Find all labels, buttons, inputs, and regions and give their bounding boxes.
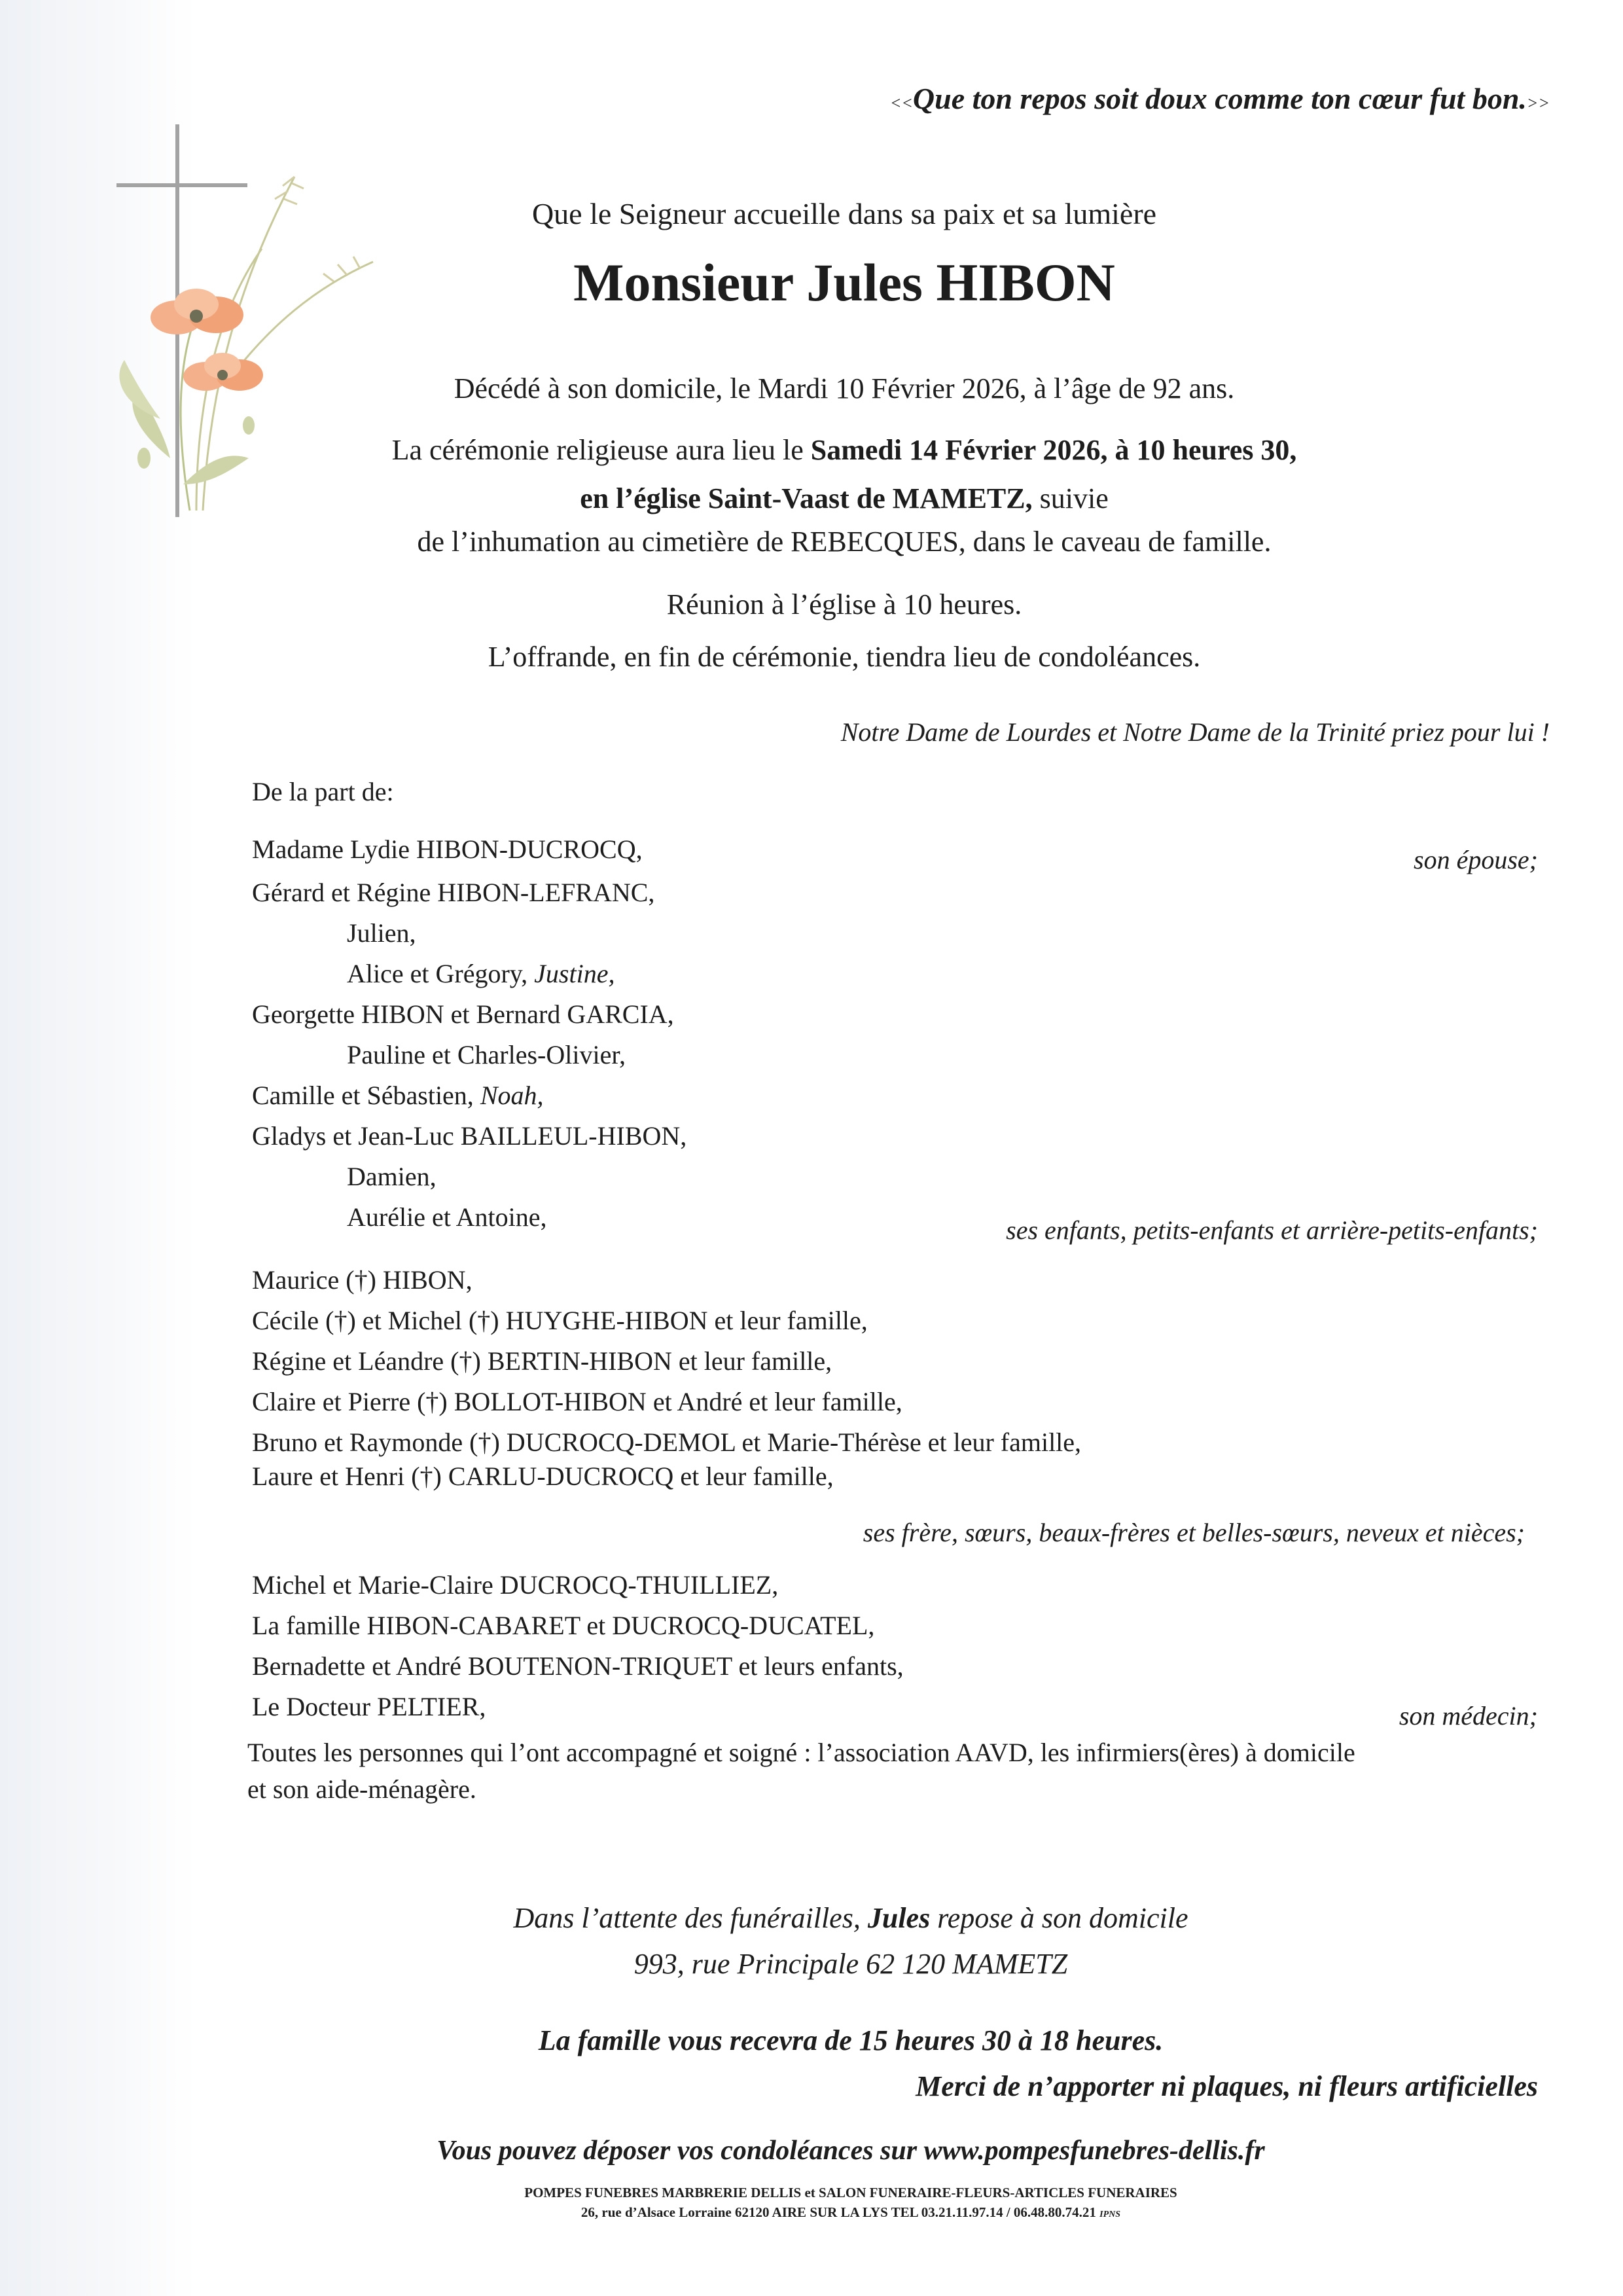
- ceremony-prefix: La cérémonie religieuse aura lieu le: [391, 434, 811, 466]
- funeral-home-address-text: 26, rue d’Alsace Lorraine 62120 AIRE SUR LA LYS TEL 03.21.11.97.14 / 06.48.80.74.21: [580, 2204, 1096, 2220]
- family-line-text: Pauline et Charles-Olivier,: [347, 1040, 626, 1069]
- family-line: [347, 1161, 437, 1192]
- other-line: Le Docteur PELTIER,: [252, 1692, 486, 1721]
- church-name: en l’église Saint-Vaast de MAMETZ,: [580, 482, 1033, 514]
- vigil-line: [0, 1901, 1623, 1935]
- sibling-line: Régine et Léandre (†) BERTIN-HIBON et leur famille,: [252, 1346, 832, 1376]
- death-line: Décédé à son domicile, le Mardi 10 Février 2026, à l’âge de 92 ans.: [454, 372, 1235, 404]
- other-line: Michel et Marie-Claire DUCROCQ-THUILLIEZ,: [252, 1570, 779, 1600]
- sibling-line: Bruno et Raymonde (†) DUCROCQ-DEMOL et Marie-Thérèse et leur famille,: [252, 1427, 1082, 1457]
- epigraph: [890, 81, 1550, 116]
- caregivers-line: et son aide-ménagère.: [247, 1774, 476, 1804]
- siblings-relation: ses frère, sœurs, beaux-frères et belles-sœurs, neveux et nièces;: [863, 1518, 1525, 1547]
- family-line: [252, 877, 654, 908]
- funeral-home-code: IPNS: [1099, 2210, 1121, 2219]
- family-line: [252, 1080, 544, 1111]
- offering-line: L’offrande, en fin de cérémonie, tiendra lieu de condoléances.: [488, 641, 1201, 673]
- family-line-extra: Justine,: [534, 959, 615, 988]
- ceremony-date: Samedi 14 Février 2026, à 10 heures 30,: [810, 434, 1297, 466]
- epigraph-close-quote: >>: [1526, 94, 1550, 113]
- reception-hours: La famille vous recevra de 15 heures 30 à 18 heures.: [538, 2024, 1164, 2056]
- funeral-home-name: POMPES FUNEBRES MARBRERIE DELLIS et SALON FUNERAIRE-FLEURS-ARTICLES FUNERAIRES: [524, 2185, 1177, 2200]
- church-suffix: suivie: [1032, 482, 1109, 514]
- family-line: [347, 1039, 626, 1070]
- epigraph-text: Que ton repos soit doux comme ton cœur fut bon.: [912, 82, 1527, 115]
- family-line: [347, 918, 416, 948]
- flower-request: Merci de n’apporter ni plaques, ni fleurs artificielles: [916, 2070, 1538, 2102]
- meeting-line: Réunion à l’église à 10 heures.: [666, 588, 1022, 620]
- family-line: [347, 1202, 546, 1232]
- sibling-line: Claire et Pierre (†) BOLLOT-HIBON et André et leur famille,: [252, 1387, 902, 1416]
- home-address: 993, rue Principale 62 120 MAMETZ: [633, 1948, 1068, 1980]
- family-line-text: Camille et Sébastien,: [252, 1081, 480, 1110]
- funeral-home-address: [0, 2204, 1623, 2221]
- vigil-prefix: Dans l’attente des funérailles,: [513, 1902, 868, 1934]
- vigil-name: Jules: [867, 1902, 931, 1934]
- family-line: [252, 1121, 687, 1151]
- church-line: [0, 482, 1623, 515]
- spouse-name: Madame Lydie HIBON-DUCROCQ,: [252, 834, 643, 864]
- deceased-name: Monsieur Jules HIBON: [573, 253, 1115, 312]
- epigraph-open-quote: <<: [889, 94, 913, 113]
- doctor-relation: son médecin;: [1399, 1701, 1538, 1731]
- children-relation: ses enfants, petits-enfants et arrière-petits-enfants;: [1006, 1215, 1538, 1245]
- caregivers-line: Toutes les personnes qui l’ont accompagné et soigné : l’association AAVD, les infirmiers(ères) à domicile: [247, 1738, 1355, 1767]
- family-line-text: Gérard et Régine HIBON-LEFRANC,: [252, 878, 655, 907]
- family-line: [252, 999, 674, 1030]
- sibling-line: Cécile (†) et Michel (†) HUYGHE-HIBON et leur famille,: [252, 1306, 868, 1335]
- sibling-line: Maurice (†) HIBON,: [252, 1265, 473, 1295]
- vigil-suffix: repose à son domicile: [930, 1902, 1188, 1934]
- family-line-text: Aurélie et Antoine,: [347, 1202, 547, 1232]
- prayer-line: Notre Dame de Lourdes et Notre Dame de la Trinité priez pour lui !: [840, 717, 1550, 747]
- family-line-text: Julien,: [347, 918, 416, 948]
- family-line-text: Damien,: [347, 1162, 437, 1191]
- family-line-extra: Noah,: [480, 1081, 544, 1110]
- family-line-text: Georgette HIBON et Bernard GARCIA,: [252, 999, 674, 1029]
- spouse-relation: son épouse;: [1414, 845, 1538, 874]
- other-line: La famille HIBON-CABARET et DUCROCQ-DUCATEL,: [252, 1611, 875, 1640]
- sibling-line: Laure et Henri (†) CARLU-DUCROCQ et leur famille,: [252, 1462, 834, 1491]
- family-line-text: Gladys et Jean-Luc BAILLEUL-HIBON,: [252, 1121, 687, 1151]
- family-line-text: Alice et Grégory,: [347, 959, 535, 988]
- burial-line: de l’inhumation au cimetière de REBECQUES, dans le caveau de famille.: [417, 526, 1272, 558]
- condolences-link[interactable]: Vous pouvez déposer vos condoléances sur www.pompesfunebres-dellis.fr: [437, 2136, 1265, 2166]
- other-line: Bernadette et André BOUTENON-TRIQUET et leurs enfants,: [252, 1651, 904, 1681]
- invocation: Que le Seigneur accueille dans sa paix et sa lumière: [531, 197, 1157, 230]
- ceremony-line: [0, 433, 1623, 467]
- family-intro: De la part de:: [252, 777, 394, 806]
- family-line: [347, 958, 615, 989]
